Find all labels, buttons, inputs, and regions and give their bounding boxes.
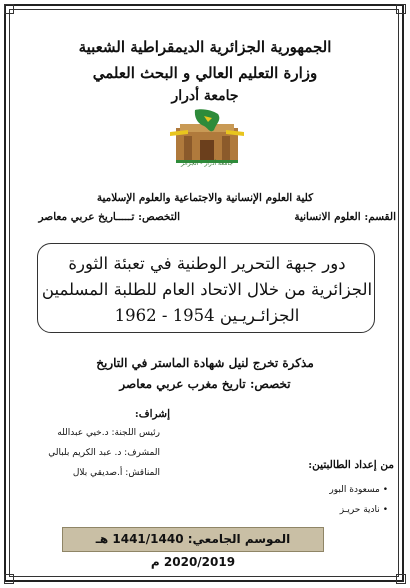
supervision-heading: إشراف:: [134, 408, 170, 420]
bullet-icon: •: [382, 505, 388, 515]
academic-year-box: الموسم الجامعي: 1441/1440 هـ 2020/2019 م: [62, 527, 324, 552]
jury-president: رئيس اللجنة: د.خيي عبدالله: [57, 428, 160, 438]
corner-ornament: [396, 574, 406, 584]
bullet-icon: •: [382, 485, 388, 495]
university-name: جامعة أدرار: [171, 88, 239, 104]
memo-line-2: تخصص: تاريخ مغرب عربي معاصر: [119, 377, 291, 391]
thesis-title-line-3: الجزائـريـين 1954 - 1962: [114, 306, 300, 325]
jury-supervisor: المشرف: د. عبد الكريم بلبالي: [48, 448, 160, 458]
republic-name: الجمهورية الجزائرية الديمقراطية الشعبية: [78, 38, 332, 56]
thesis-title-line-1: دور جبهة التحرير الوطنية في تعبئة الثورة: [68, 254, 346, 273]
corner-ornament: [4, 574, 14, 584]
specialty-value: تـــــاريخ عربي معاصر: [38, 211, 135, 223]
department-label: القسم:: [364, 211, 396, 223]
jury-examiner: المناقش: أ.صديقي بلال: [72, 468, 160, 478]
department-value: العلوم الانسانية: [294, 211, 361, 223]
logo-caption: جامعة أدرار - الجزائر: [181, 160, 233, 167]
thesis-title-line-2: الجزائرية من خلال الاتحاد العام للطلبة المسلمين: [41, 280, 373, 299]
specialty-label: التخصص:: [138, 211, 180, 223]
corner-ornament: [396, 4, 406, 14]
department-line: [294, 211, 396, 223]
memo-line-1: مذكرة تخرج لنيل شهادة الماستر في التاريخ: [96, 356, 314, 370]
university-logo-icon: [168, 106, 246, 166]
faculty-name: كلية العلوم الإنسانية والاجتماعية والعلوم الإسلامية: [96, 192, 314, 204]
student-name: • مسعودة البور: [329, 485, 388, 495]
students-heading: من إعداد الطالبتين:: [308, 459, 394, 471]
thesis-title-box: [37, 243, 375, 333]
specialty-line: [39, 211, 181, 223]
corner-ornament: [4, 4, 14, 14]
ministry-name: وزارة التعليم العالي و البحث العلمي: [92, 64, 318, 82]
student-name: • نادية حريـز: [339, 505, 388, 515]
